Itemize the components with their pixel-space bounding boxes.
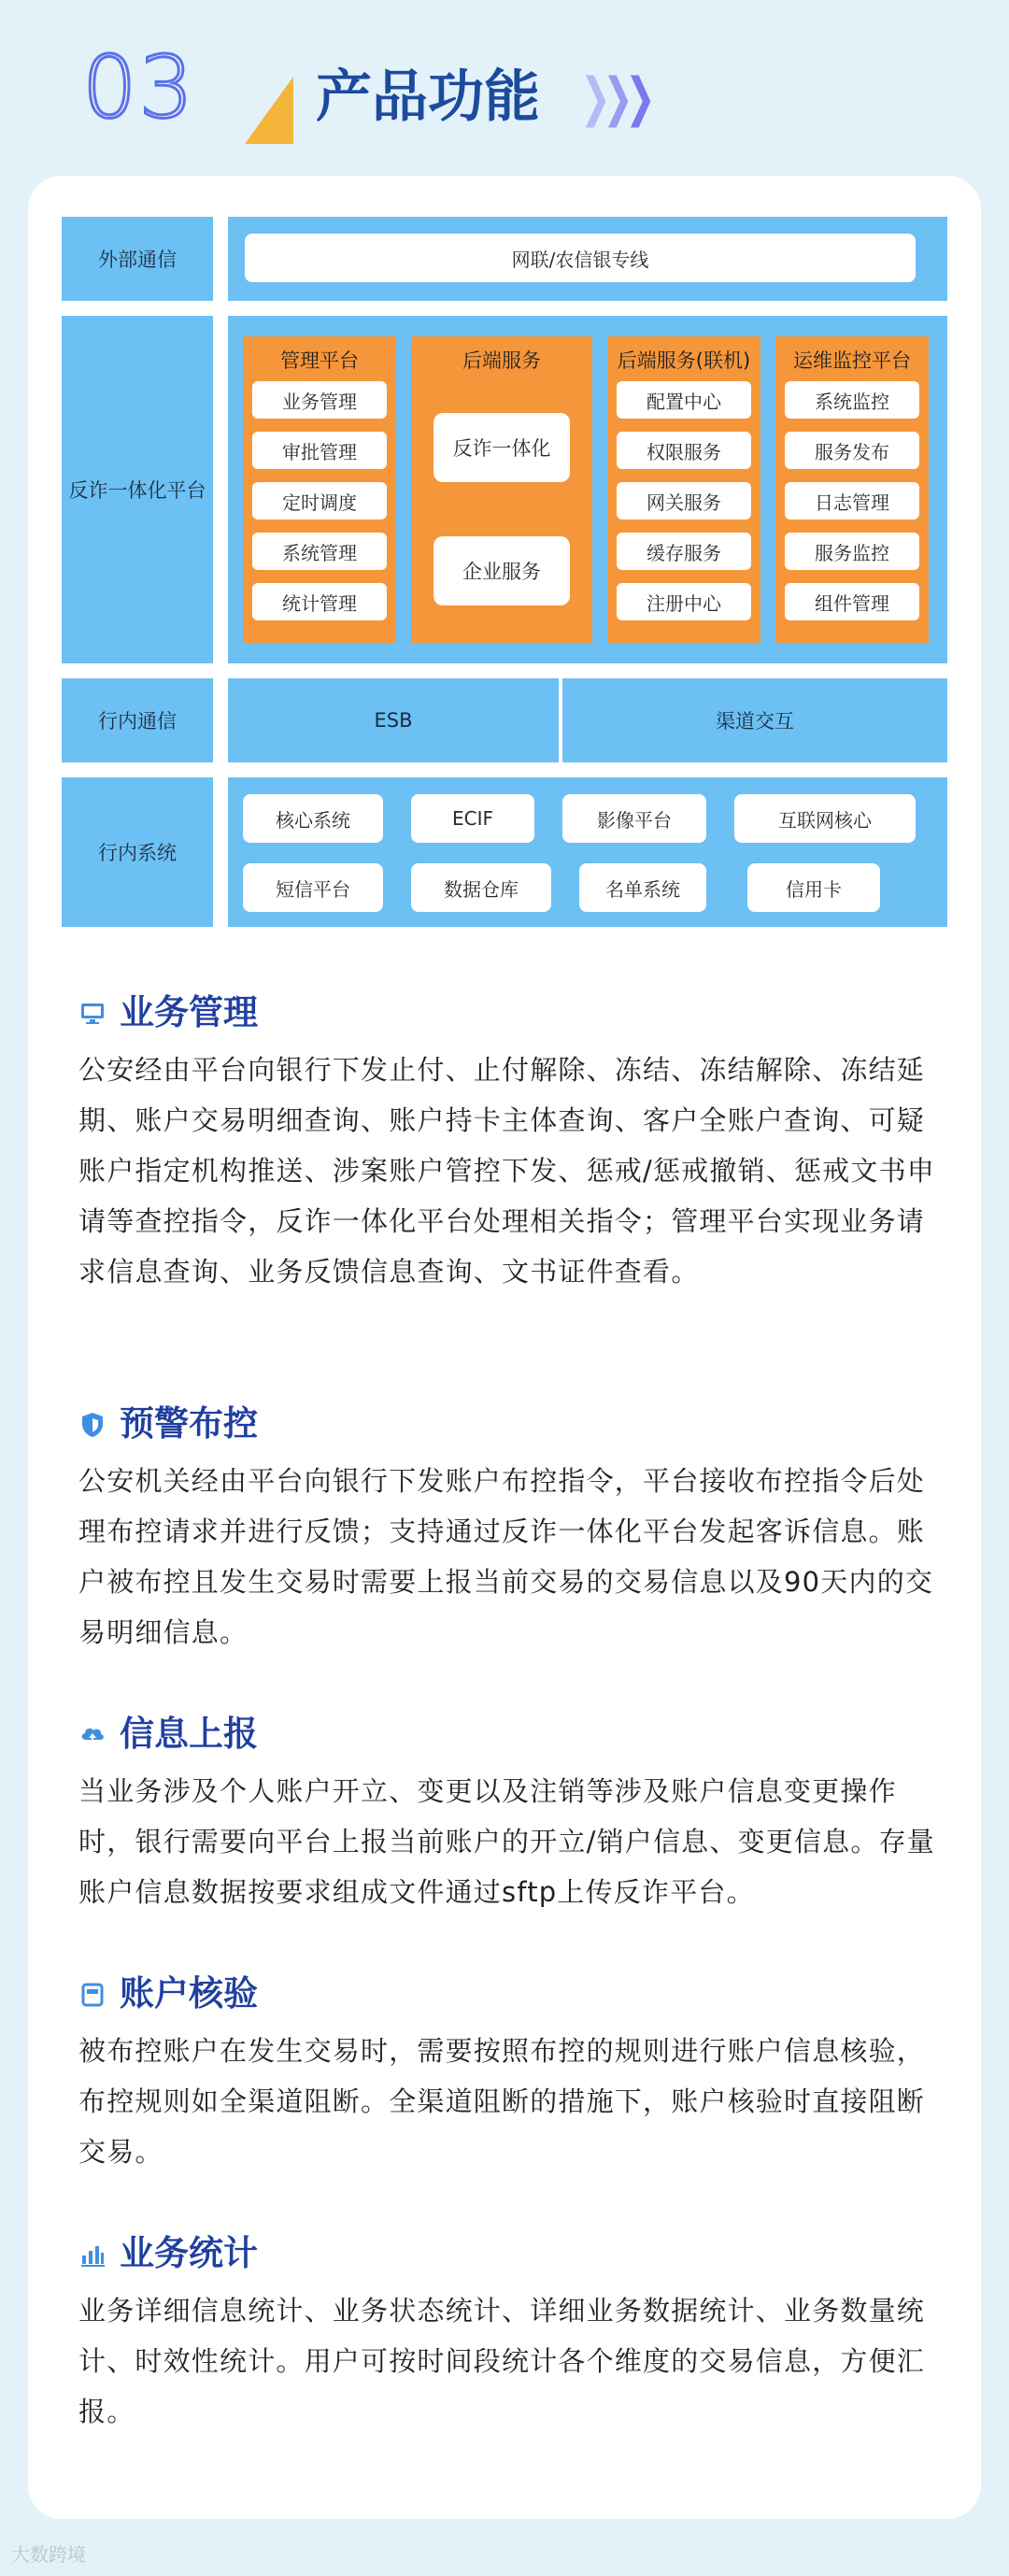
section-title: 业务管理 [120,992,258,1032]
section-title: 信息上报 [120,1714,258,1754]
column-header: 管理平台 [280,349,359,372]
section-body: 业务详细信息统计、业务状态统计、详细业务数据统计、业务数量统计、时效性统计。用户可按时间段统计各个维度的交易信息，方便汇报。 [78,2295,926,2427]
section-statistics [78,2227,938,2437]
column-header: 后端服务(联机) [617,349,751,372]
module-box: 网关服务 [617,482,751,519]
module-box: 审批管理 [252,432,387,469]
module-box: 权限服务 [617,432,751,469]
module-box: 业务管理 [252,381,387,419]
triangle-decoration [245,77,293,144]
architecture-diagram [62,217,947,927]
section-title: 业务统计 [120,2233,258,2273]
system-box: 核心系统 [243,794,383,843]
column-backend-online [607,336,760,643]
column-header: 运维监控平台 [793,349,911,372]
module-box: 企业服务 [433,536,570,605]
module-box: 注册中心 [617,583,751,620]
row-label-internal-systems: 行内系统 [62,777,213,927]
module-box: 统计管理 [252,583,387,620]
column-header: 后端服务 [462,349,541,372]
section-business-management [78,987,938,1297]
section-account-verification [78,1968,938,2177]
content-card [28,176,981,2519]
esb-cell: ESB [228,678,559,762]
column-ops-monitoring [775,336,929,643]
column-backend [411,336,592,643]
system-box: 数据仓库 [411,863,551,912]
bar-chart-icon [78,2241,107,2269]
module-box: 配置中心 [617,381,751,419]
section-info-reporting [78,1708,938,1917]
section-body: 公安机关经由平台向银行下发账户布控指令，平台接收布控指令后处理布控请求并进行反馈；支持通过反诈一体化平台发起客诉信息。账户被布控且发生交易时需要上报当前交易的交易信息以及90天内的交易明细信息。 [78,1465,934,1648]
channel-cell: 渠道交互 [562,678,947,762]
system-box: 影像平台 [562,794,706,843]
cloud-upload-icon [78,1721,107,1749]
system-box: ECIF [411,794,534,843]
module-box: 缓存服务 [617,533,751,570]
module-box: 服务发布 [785,432,919,469]
platform-panel [228,316,947,663]
column-management [243,336,396,643]
module-box: 定时调度 [252,482,387,519]
section-body: 当业务涉及个人账户开立、变更以及注销等涉及账户信息变更操作时，银行需要向平台上报当前账户的开立/销户信息、变更信息。存量账户信息数据按要求组成文件通过sftp上传反诈平台。 [78,1775,935,1908]
internal-systems-panel [228,777,947,927]
section-title: 预警布控 [120,1403,258,1444]
module-box: 服务监控 [785,533,919,570]
section-title: 账户核验 [120,1973,258,2014]
system-box: 名单系统 [579,863,706,912]
page-title: 产品功能 [316,64,540,130]
card-icon [78,1981,107,2009]
module-box: 组件管理 [785,583,919,620]
system-box: 信用卡 [747,863,880,912]
module-box: 日志管理 [785,482,919,519]
module-box: 反诈一体化 [433,413,570,482]
shield-icon [78,1411,107,1439]
row-label-external: 外部通信 [62,217,213,301]
system-box: 短信平台 [243,863,383,912]
watermark: 大数跨境 [11,2543,86,2566]
row-label-platform: 反诈一体化平台 [62,316,213,663]
monitor-icon [78,1000,107,1028]
section-body: 被布控账户在发生交易时，需要按照布控的规则进行账户信息核验，布控规则如全渠道阻断。全渠道阻断的措施下，账户核验时直接阻断交易。 [78,2035,926,2168]
row-label-internal-comm: 行内通信 [62,678,213,762]
section-header: 03 产品功能 ❯ ❯ ❯ [56,30,953,151]
system-box: 互联网核心 [734,794,916,843]
external-panel [228,217,947,301]
external-line-box: 网联/农信银专线 [245,234,916,282]
section-body: 公安经由平台向银行下发止付、止付解除、冻结、冻结解除、冻结延期、账户交易明细查询、账户持卡主体查询、客户全账户查询、可疑账户指定机构推送、涉案账户管控下发、惩戒/惩戒撤销、惩戒文书申请等查控指令，反诈一体化平台处理相关指令；管理平台实现业务请求信息查询、业务反馈信息查询、文书证件查看。 [78,1054,935,1288]
module-box: 系统监控 [785,381,919,419]
module-box: 系统管理 [252,533,387,570]
section-number: 03 [82,37,196,137]
section-early-warning [78,1398,938,1658]
